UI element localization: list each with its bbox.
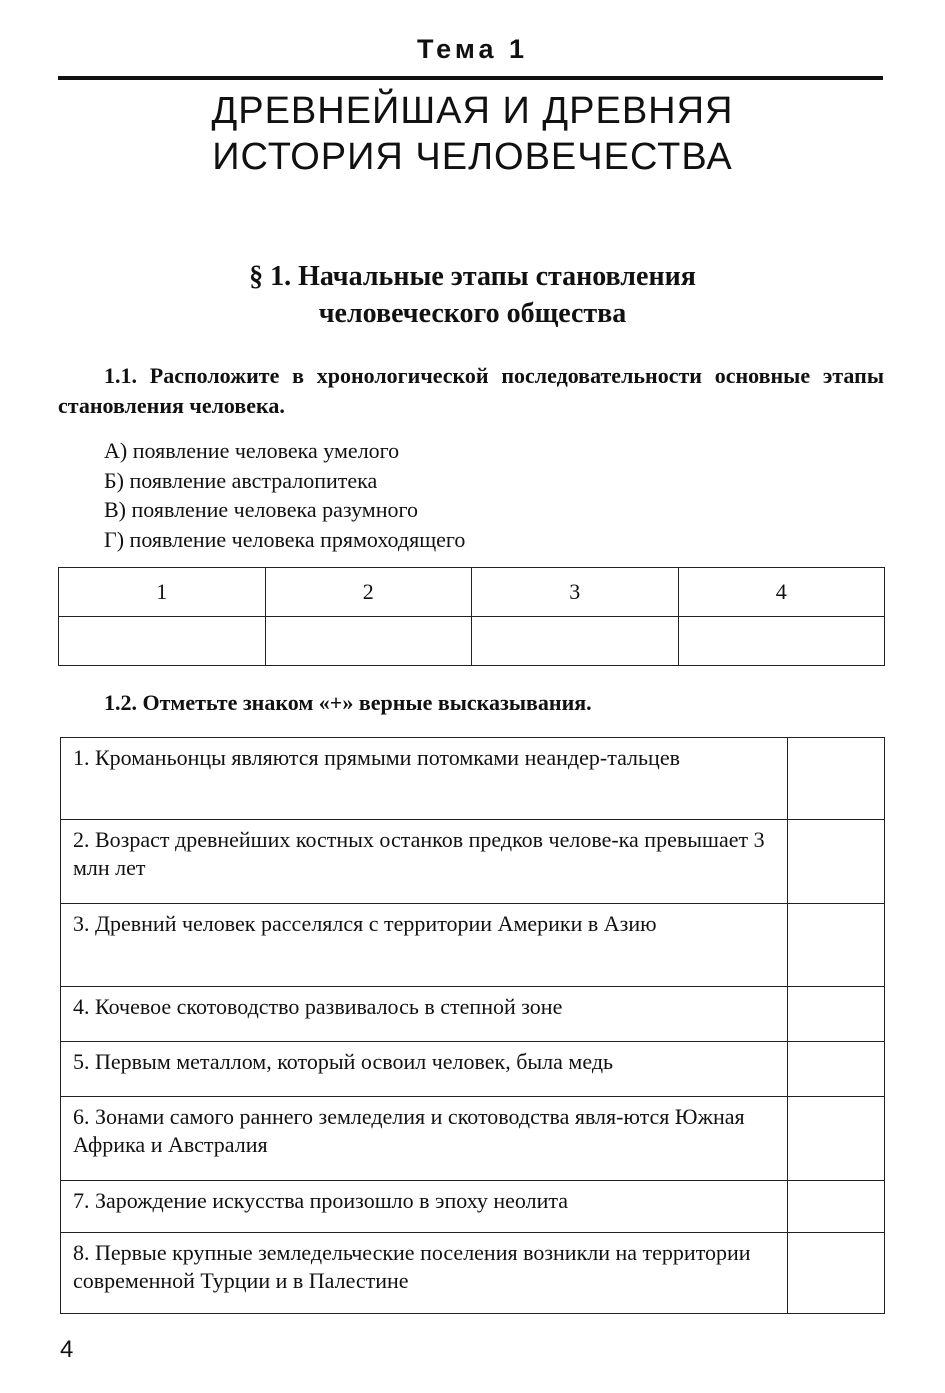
table-row <box>61 738 885 820</box>
section-title-line: § 1. Начальные этапы становления <box>249 261 696 292</box>
statements-table <box>60 737 885 1314</box>
table-row <box>61 1181 885 1233</box>
table-row <box>61 1233 885 1314</box>
answer-cell[interactable] <box>788 904 885 987</box>
divider <box>58 76 883 80</box>
section-title-line: человеческого общества <box>318 298 627 329</box>
chapter-title <box>0 88 945 180</box>
option-item: Г) появление человека прямоходящего <box>104 526 466 552</box>
page-number: 4 <box>60 1336 74 1363</box>
answer-cell[interactable] <box>788 1042 885 1097</box>
answer-cell[interactable] <box>788 1233 885 1314</box>
table-row <box>61 904 885 987</box>
sequence-answer-table <box>58 567 885 666</box>
section-title <box>0 258 945 332</box>
task-number: 1.2. <box>104 690 137 715</box>
table-row <box>61 1097 885 1181</box>
answer-cell[interactable] <box>59 617 266 666</box>
statement-text: 7. Зарождение искусства произошло в эпоху неолита <box>61 1181 788 1233</box>
task-text: Расположите в хронологической последовательности основные этапы становления человека. <box>58 363 884 418</box>
column-header: 4 <box>678 568 885 617</box>
chapter-title-line: ИСТОРИЯ ЧЕЛОВЕЧЕСТВА <box>212 136 733 178</box>
statement-text: 5. Первым металлом, который освоил человек, была медь <box>61 1042 788 1097</box>
options-list <box>104 436 465 554</box>
answer-cell[interactable] <box>788 820 885 904</box>
task-number: 1.1. <box>104 363 137 388</box>
option-item: Б) появление австралопитека <box>104 467 378 493</box>
column-header: 3 <box>472 568 679 617</box>
answer-cell[interactable] <box>788 1097 885 1181</box>
table-row <box>61 820 885 904</box>
task-1-2-prompt <box>58 688 884 718</box>
statement-text: 2. Возраст древнейших костных останков предков челове-ка превышает 3 млн лет <box>61 820 788 904</box>
answer-cell[interactable] <box>788 987 885 1042</box>
option-item: В) появление человека разумного <box>104 497 418 522</box>
answer-cell[interactable] <box>788 738 885 820</box>
option-item: А) появление человека умелого <box>104 438 400 463</box>
statement-text: 8. Первые крупные земледельческие поселения возникли на территории современной Турции и в Палестине <box>61 1233 788 1314</box>
column-header: 1 <box>59 568 266 617</box>
table-row <box>61 1042 885 1097</box>
table-row <box>61 987 885 1042</box>
statement-text: 4. Кочевое скотоводство развивалось в степной зоне <box>61 987 788 1042</box>
answer-cell[interactable] <box>788 1181 885 1233</box>
statement-text: 3. Древний человек расселялся с территории Америки в Азию <box>61 904 788 987</box>
answer-cell[interactable] <box>678 617 885 666</box>
statement-text: 6. Зонами самого раннего земледелия и скотоводства явля-ются Южная Африка и Австралия <box>61 1097 788 1181</box>
topic-label: Тема 1 <box>417 34 528 64</box>
answer-cell[interactable] <box>265 617 472 666</box>
task-text: Отметьте знаком «+» верные высказывания. <box>142 690 592 715</box>
task-1-1-prompt <box>58 361 884 421</box>
chapter-title-line: ДРЕВНЕЙШАЯ И ДРЕВНЯЯ <box>211 90 734 132</box>
answer-cell[interactable] <box>472 617 679 666</box>
column-header: 2 <box>265 568 472 617</box>
statement-text: 1. Кроманьонцы являются прямыми потомками неандер-тальцев <box>61 738 788 820</box>
